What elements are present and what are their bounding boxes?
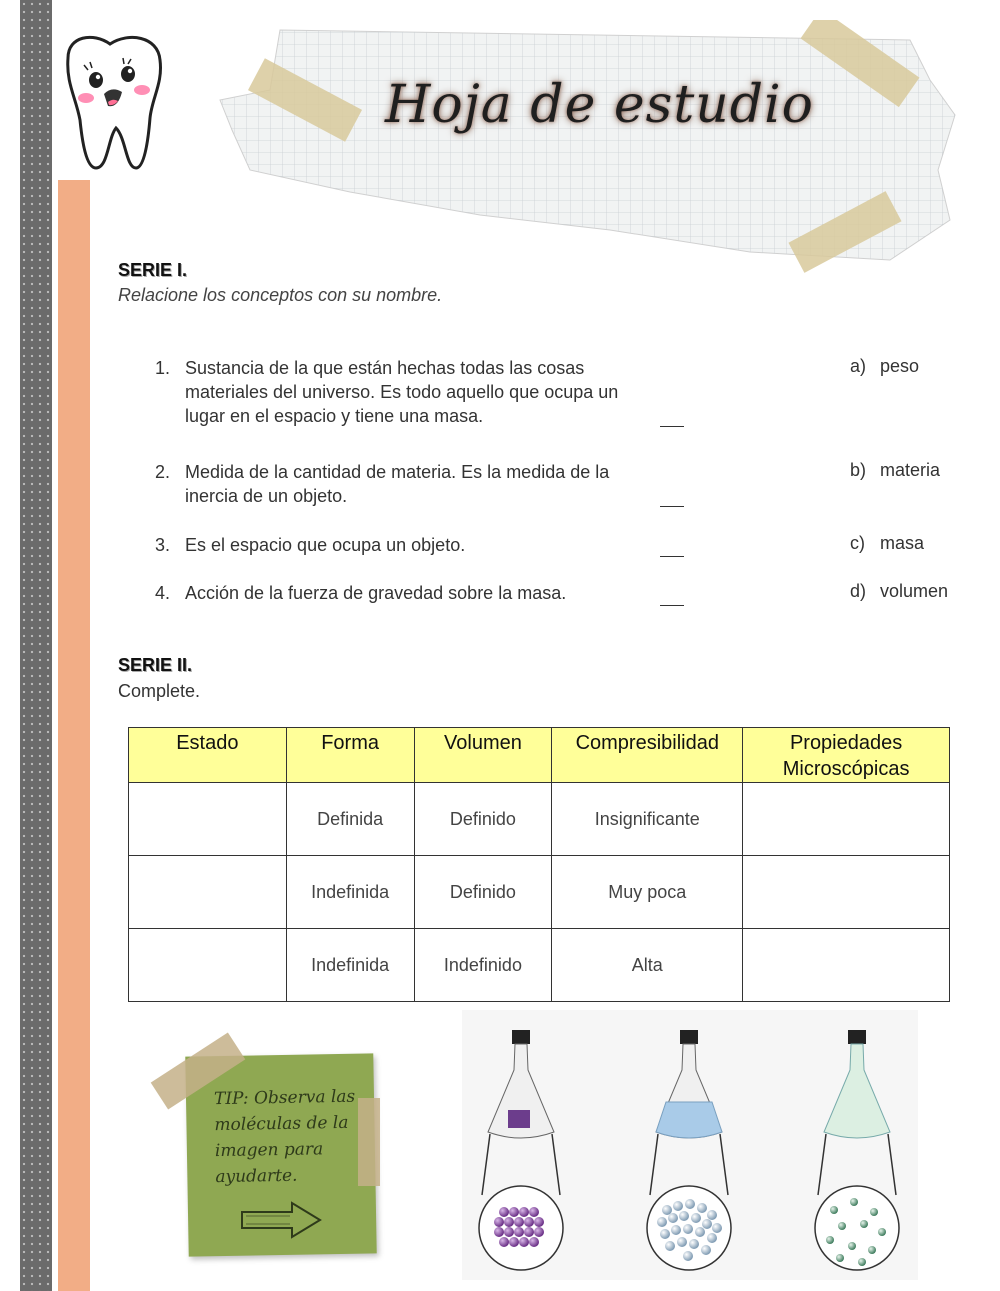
page-title: Hoja de estudio bbox=[385, 75, 814, 135]
table-cell: Indefinido bbox=[414, 929, 552, 1002]
question-number: 1. bbox=[155, 358, 171, 378]
tape-decoration bbox=[358, 1098, 380, 1186]
serie-1-title: SERIE I. bbox=[118, 260, 188, 280]
table-cell: Definida bbox=[286, 783, 414, 856]
question-text: Es el espacio que ocupa un objeto. bbox=[185, 535, 466, 555]
question-number: 4. bbox=[155, 583, 171, 603]
header-volumen: Volumen bbox=[414, 728, 552, 783]
estado-cell-input[interactable] bbox=[129, 783, 287, 856]
solid-flask bbox=[479, 1030, 563, 1270]
arrow-right-icon bbox=[240, 1200, 324, 1240]
propiedades-cell-input[interactable] bbox=[743, 856, 950, 929]
tooth-mascot-icon bbox=[48, 28, 178, 178]
serie-1-instruction: Relacione los conceptos con su nombre. bbox=[118, 285, 443, 305]
header-compresibilidad: Compresibilidad bbox=[552, 728, 743, 783]
question-number: 3. bbox=[155, 535, 171, 555]
header-forma: Forma bbox=[286, 728, 414, 783]
table-header-row bbox=[129, 728, 950, 783]
table-row bbox=[129, 856, 950, 929]
dotted-border-strip bbox=[20, 0, 52, 1291]
answer-blank-1[interactable] bbox=[660, 408, 684, 427]
states-of-matter-table bbox=[128, 727, 950, 1002]
option-label: peso bbox=[880, 356, 920, 376]
propiedades-cell-input[interactable] bbox=[743, 929, 950, 1002]
option-label: masa bbox=[880, 533, 925, 553]
option-letter: c) bbox=[850, 533, 865, 553]
table-cell: Definido bbox=[414, 783, 552, 856]
propiedades-cell-input[interactable] bbox=[743, 783, 950, 856]
question-text: Medida de la cantidad de materia. Es la medida de la inercia de un objeto. bbox=[185, 462, 610, 506]
option-a bbox=[850, 356, 919, 377]
table-row bbox=[129, 783, 950, 856]
question-text: Sustancia de la que están hechas todas las cosas materiales del universo. Es todo aquello que ocupa un lugar en el espacio y tiene una masa. bbox=[185, 358, 619, 426]
answer-blank-4[interactable] bbox=[660, 587, 684, 606]
estado-cell-input[interactable] bbox=[129, 929, 287, 1002]
question-text: Acción de la fuerza de gravedad sobre la masa. bbox=[185, 583, 567, 603]
table-cell: Definido bbox=[414, 856, 552, 929]
table-cell: Indefinida bbox=[286, 929, 414, 1002]
liquid-flask bbox=[647, 1030, 731, 1270]
estado-cell-input[interactable] bbox=[129, 856, 287, 929]
gas-flask bbox=[815, 1030, 899, 1270]
tip-text: TIP: Observa las moléculas de la imagen para ayudarte. bbox=[213, 1086, 356, 1188]
table-cell: Alta bbox=[552, 929, 743, 1002]
option-letter: d) bbox=[850, 581, 867, 601]
question-number: 2. bbox=[155, 462, 171, 482]
table-cell: Muy poca bbox=[552, 856, 743, 929]
grid-paper-banner bbox=[210, 20, 960, 275]
option-c bbox=[850, 533, 924, 554]
answer-blank-3[interactable] bbox=[660, 538, 684, 557]
header-estado: Estado bbox=[129, 728, 287, 783]
option-letter: a) bbox=[850, 356, 867, 376]
serie-2-title: SERIE II. bbox=[118, 655, 193, 675]
table-cell: Insignificante bbox=[552, 783, 743, 856]
serie-2-instruction: Complete. bbox=[118, 681, 201, 701]
option-label: volumen bbox=[880, 581, 949, 601]
header-propiedades: Propiedades Microscópicas bbox=[743, 728, 950, 783]
option-b bbox=[850, 460, 940, 481]
answer-blank-2[interactable] bbox=[660, 488, 684, 507]
option-letter: b) bbox=[850, 460, 867, 480]
orange-border-strip bbox=[58, 180, 90, 1291]
states-of-matter-illustration bbox=[462, 1010, 918, 1280]
table-cell: Indefinida bbox=[286, 856, 414, 929]
option-label: materia bbox=[880, 460, 941, 480]
table-row bbox=[129, 929, 950, 1002]
option-d bbox=[850, 581, 948, 602]
